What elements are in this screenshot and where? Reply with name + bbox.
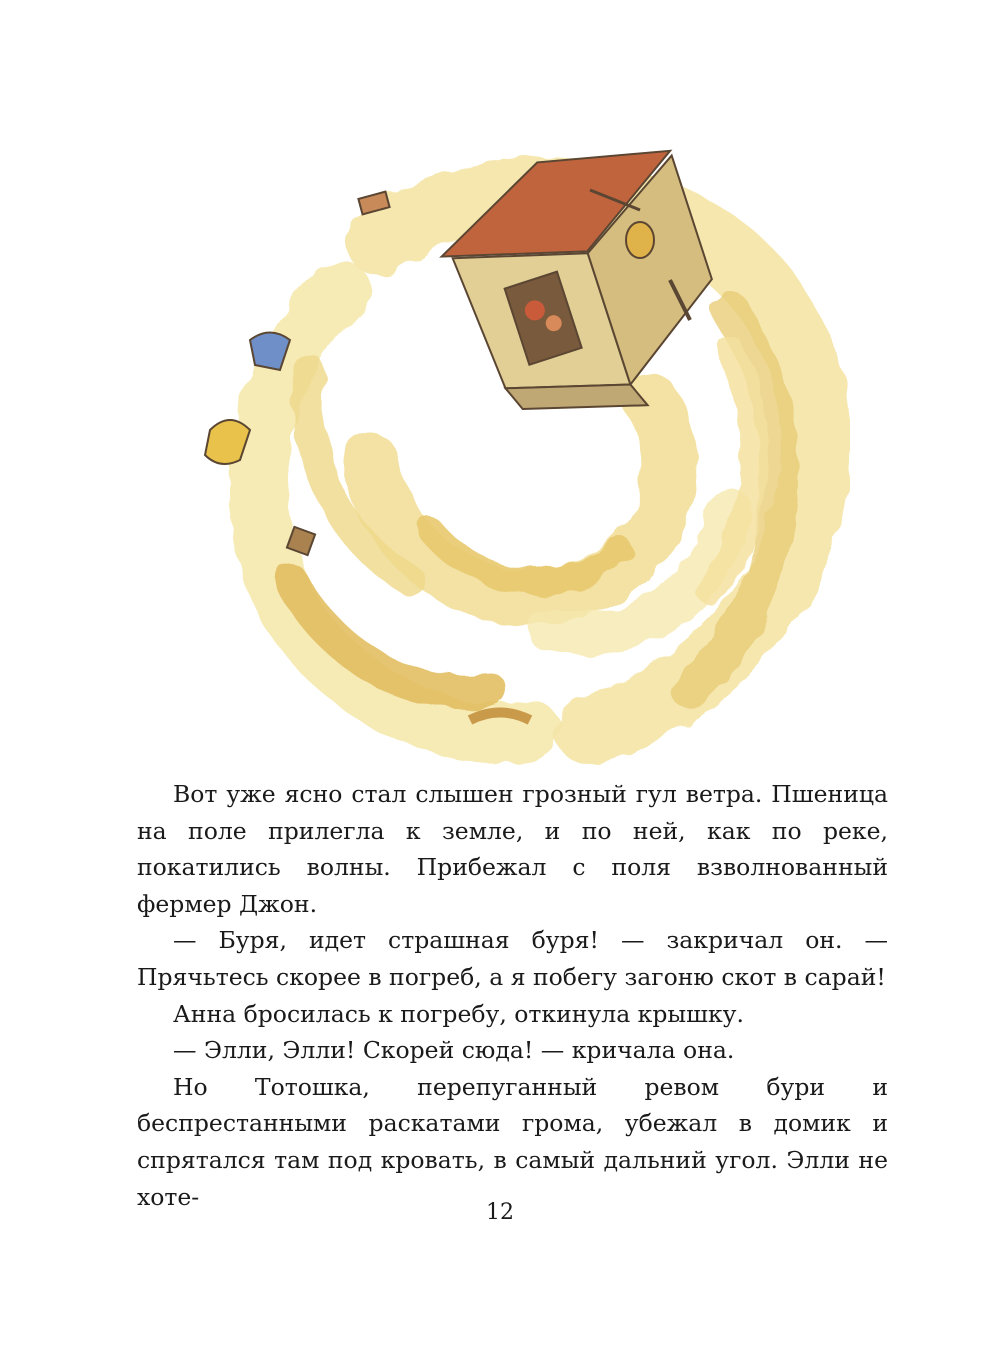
paragraph: — Элли, Элли! Скорей сюда! — кричала она. <box>173 1036 735 1065</box>
paragraph: — Буря, идет страшная буря! — закричал он. — Прячьтесь скорее в погреб, а я побегу загоню скот в сарай! <box>137 926 888 991</box>
paragraph: Анна бросилась к погребу, откинула крышку. <box>173 999 744 1028</box>
page-number: 12 <box>486 1200 514 1225</box>
paragraph: Вот уже ясно стал слышен грозный гул ветра. Пшеница на поле прилегла к земле, и по ней, как по реке, покатились волны. Прибежал с поля взволнованный фермер Джон. <box>137 780 888 918</box>
tornado-illustration <box>170 130 850 770</box>
story-text <box>137 776 888 1215</box>
paragraph: Но Тотошка, перепуганный ревом бури и беспрестанными раскатами грома, убежал в домик и спрятался там под кровать, в самый дальний угол. Элли не хоте- <box>137 1072 888 1211</box>
